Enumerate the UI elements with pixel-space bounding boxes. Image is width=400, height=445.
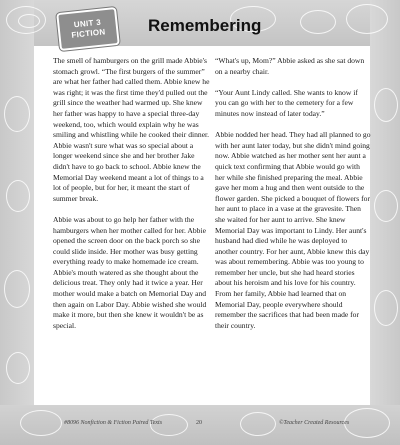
paragraph: “Your Aunt Lindy called. She wants to know if you can go with her to the cemetery for a few minutes now instead of later today.” [215,87,358,118]
decorative-swirl [346,4,388,34]
decorative-swirl [18,14,40,28]
footer-publisher: ©Teacher Created Resources [279,420,350,426]
decorative-swirl [344,408,390,438]
decorative-swirl [20,410,62,436]
decorative-swirl [300,10,336,34]
page-title: Remembering [148,16,262,35]
decorative-swirl [4,270,30,308]
decorative-swirl [374,190,398,222]
decorative-swirl [6,180,30,212]
decorative-border-right [370,0,400,445]
badge-genre-label: FICTION [71,27,106,40]
footer-book-title: #8096 Nonfiction & Fiction Paired Texts [64,420,163,426]
decorative-swirl [6,352,30,384]
footer-page-number: 20 [196,420,202,426]
decorative-swirl [374,88,398,122]
right-column [215,56,371,342]
unit-badge [56,7,120,51]
paragraph: Abbie nodded her head. They had all planned to go with her aunt later today, but she didn't mind going now. Abbie watched as her mother sent her aunt a quick text confirming that Abbie would go with her while she finished preparing the meal. Abbie gave her mom a hug and then went outside to the flower garden. She picked a bouquet of flowers for her aunt to place in a vase at the gravesite. Then she waited for her aunt to arrive. She knew Memorial Day was important to Lindy. Her aunt's husband had died while he was deployed to another country. For her aunt, Abbie knew this day was about remembering. Abbie was too young to remember her uncle, but she had heard stories about his heroism and his love for his country. From her family, Abbie had learned that on Memorial Day, people everywhere should remember the sacrifices that had been made for their country. [215,130,371,330]
paragraph: “What's up, Mom?” Abbie asked as she sat down on a nearby chair. [215,56,365,76]
left-column [53,56,210,342]
decorative-swirl [240,412,276,436]
decorative-swirl [4,96,30,132]
paragraph: The smell of hamburgers on the grill made Abbie's stomach growl. “The first burgers of the summer” are what her father had called them. Abbie knew he was right; it was the first time they'd pulled out the grill since the weather had warmed up. She knew her father was happy to have a special three-day weekend, too, which would explain why he was smiling and whistling while he cooked their dinner. Abbie wasn't sure what was so special about a longer weekend since she and her brother Jake didn't have to go back to school. Abbie knew the Memorial Day weekend meant a lot of things to a lot of people, but for her, it meant the start of summer break. [53,56,210,203]
decorative-swirl [374,290,398,326]
paragraph: Abbie was about to go help her father with the hamburgers when her mother called for her. Abbie opened the screen door on the back porch so she could slide inside. Her mother was busy getting everything ready to make homemade ice cream. Abbie's mouth watered as she thought about the delicious treat. They only had it twice a year. Her mother would make a batch on Memorial Day and then again on Labor Day. Abbie wished she would make it more, but then she knew it wouldn't be as special. [53,214,207,330]
badge-unit-label: UNIT 3 [73,17,102,30]
